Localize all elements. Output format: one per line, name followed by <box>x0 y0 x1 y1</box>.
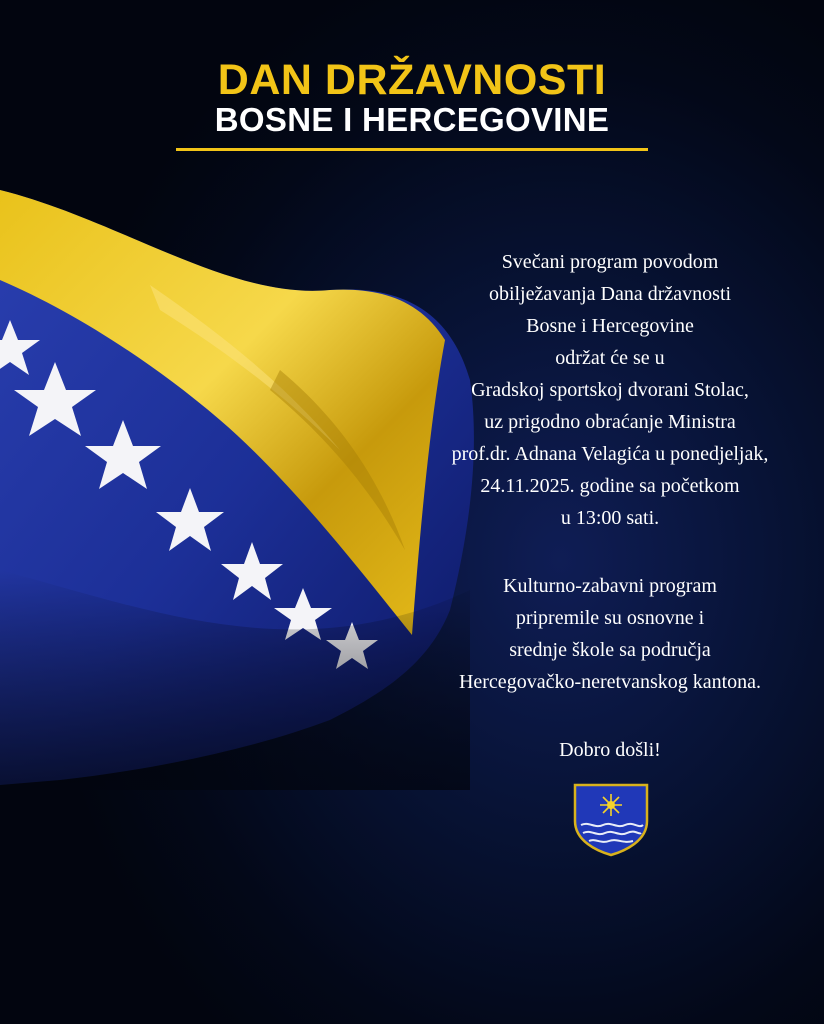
header <box>176 58 648 151</box>
text-line: Hercegovačko-neretvanskog kantona. <box>458 671 762 693</box>
text-line: pripremile su osnovne i <box>515 607 705 629</box>
welcome-text: Dobro došli! <box>559 739 661 761</box>
cultural-program-paragraph <box>400 570 820 698</box>
program-paragraph <box>400 246 820 534</box>
announcement <box>400 246 820 766</box>
text-line: prof.dr. Adnana Velagića u ponedjeljak, <box>451 443 769 465</box>
text-line: uz prigodno obraćanje Ministra <box>484 411 736 433</box>
title-line-1: DAN DRŽAVNOSTI <box>217 56 607 104</box>
text-line: 24.11.2025. godine sa početkom <box>480 475 740 497</box>
text-line: u 13:00 sati. <box>560 507 660 529</box>
text-line: Gradskoj sportskoj dvorani Stolac, <box>471 379 749 401</box>
text-line: održat će se u <box>555 347 665 369</box>
title-underline <box>176 148 648 151</box>
text-line: Svečani program povodom <box>501 251 719 273</box>
text-line: obilježavanja Dana državnosti <box>488 283 732 305</box>
hnk-coat-of-arms-icon <box>573 783 649 857</box>
text-line: srednje škole sa područja <box>509 639 711 661</box>
text-line: Kulturno-zabavni program <box>503 575 717 597</box>
title-line-2: BOSNE I HERCEGOVINE <box>214 101 610 138</box>
text-line: Bosne i Hercegovine <box>526 315 694 337</box>
